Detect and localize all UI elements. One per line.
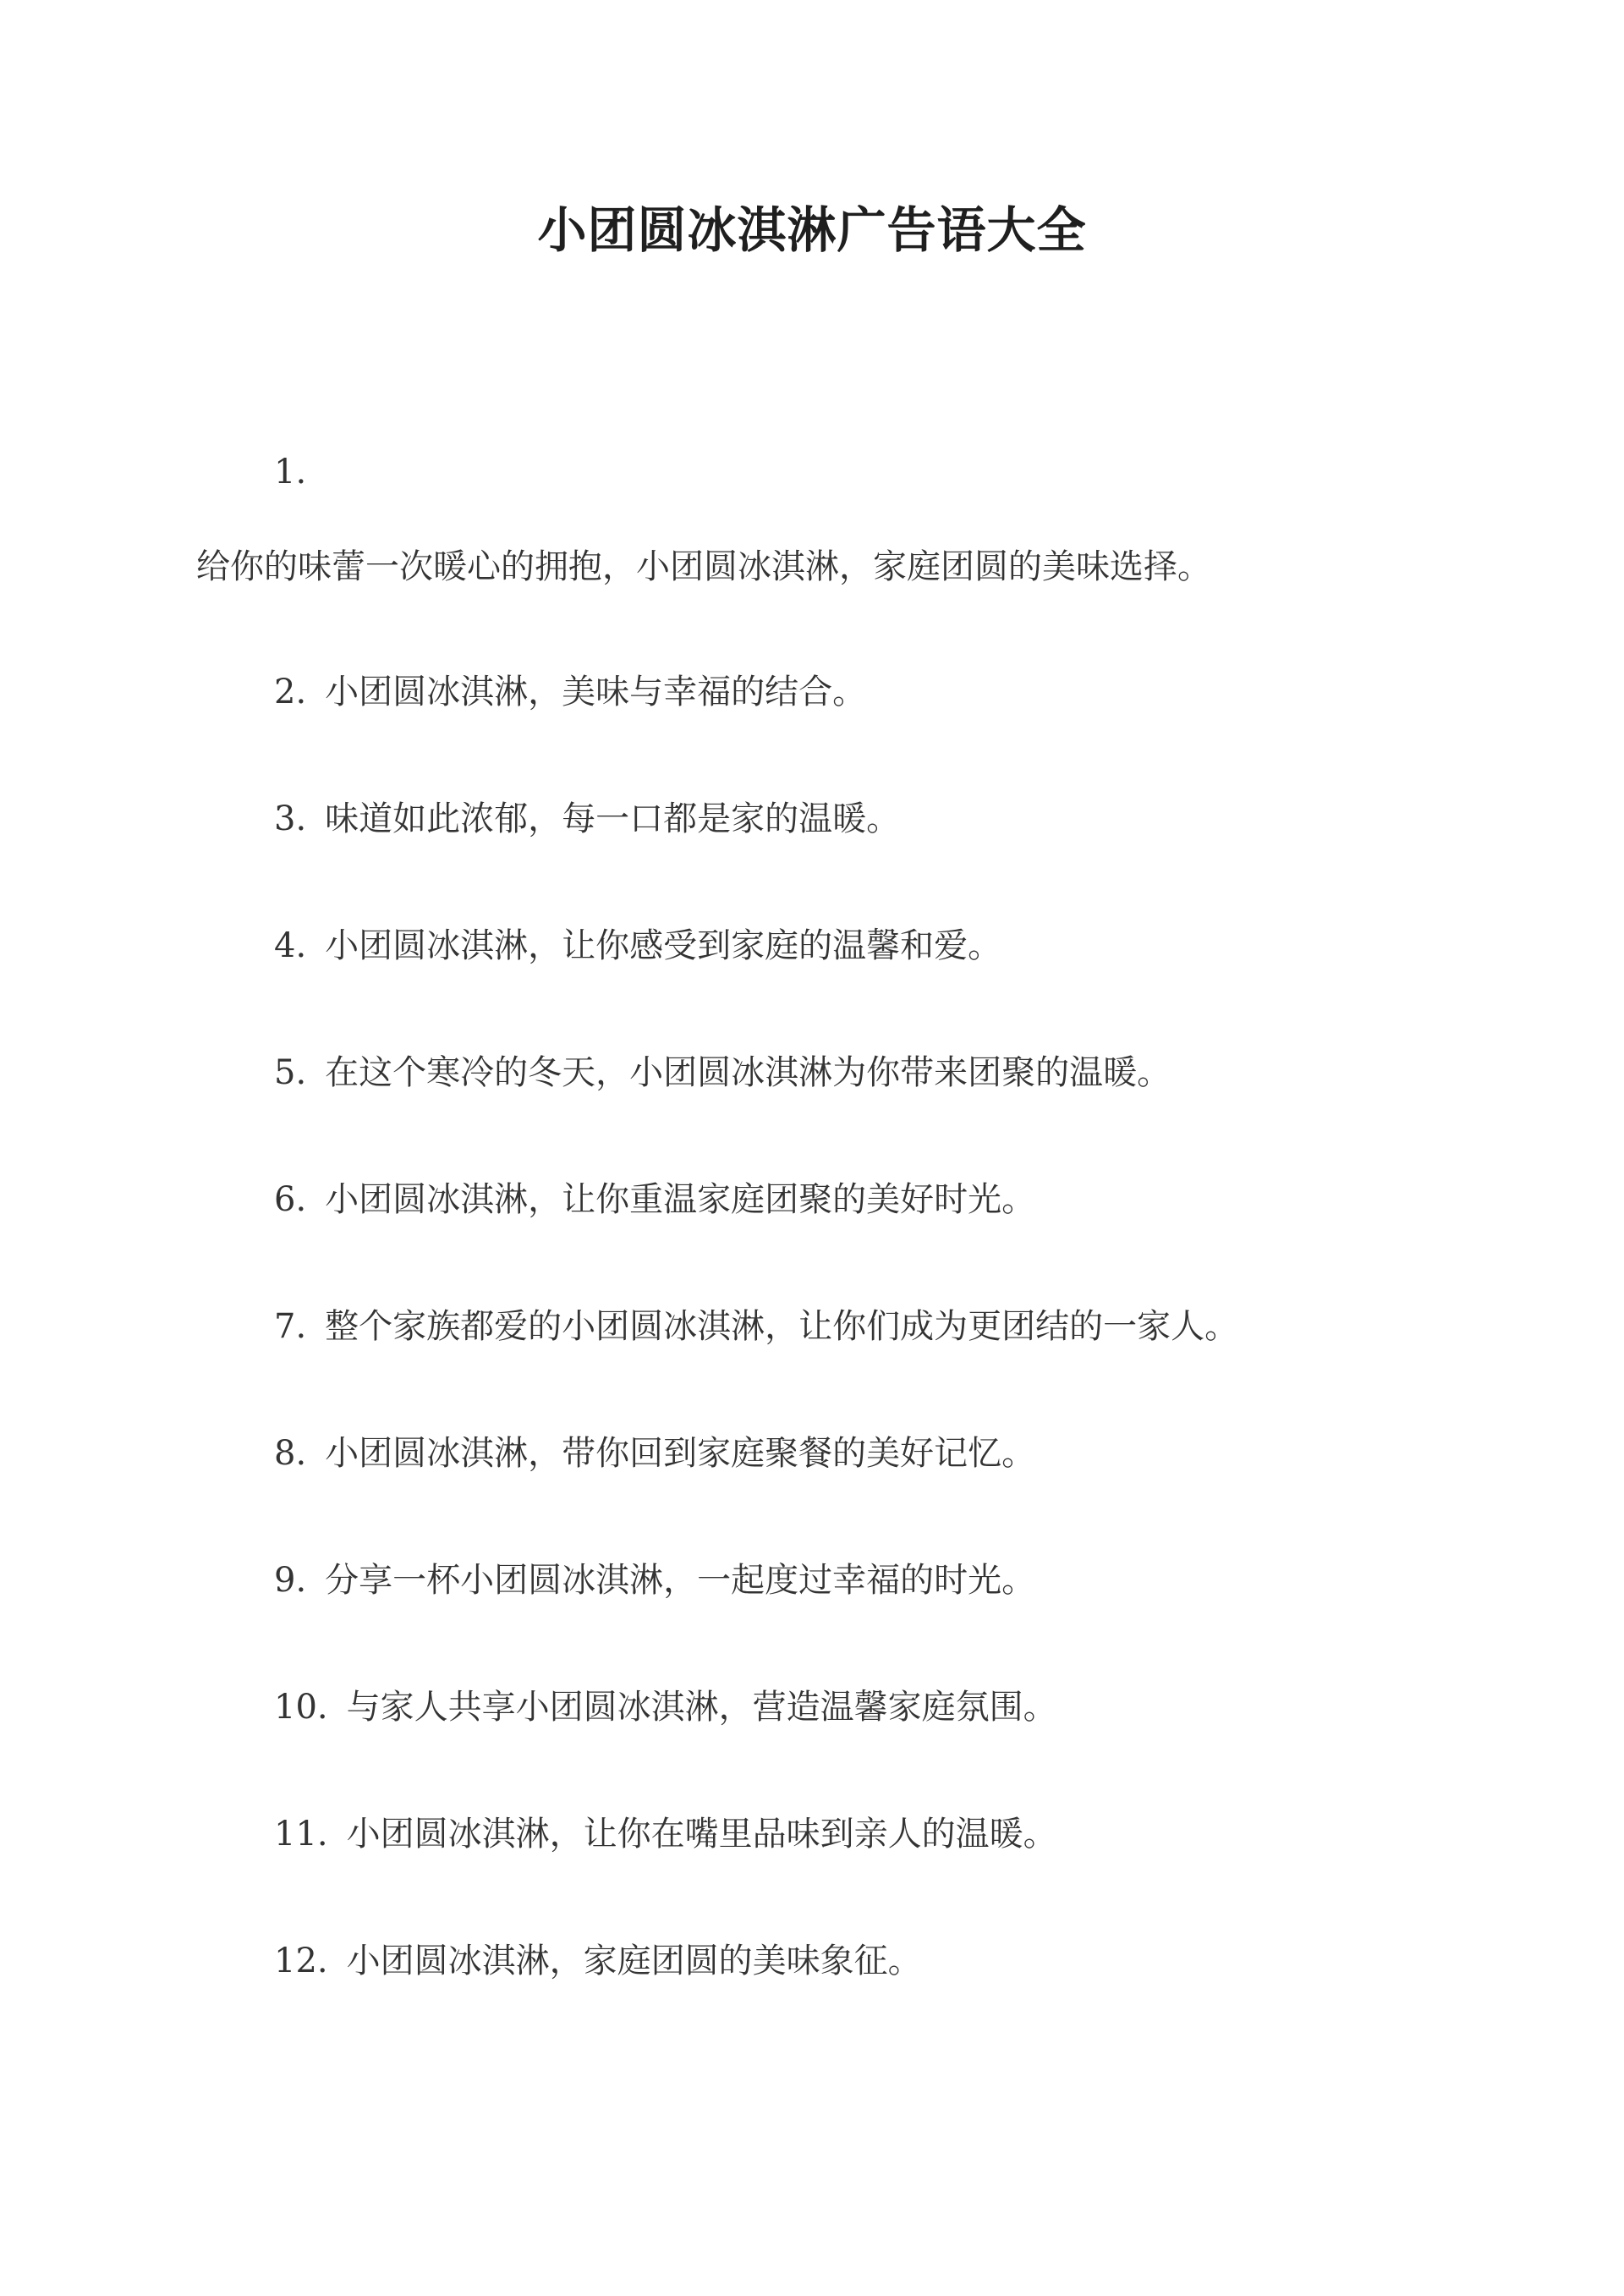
list-item-text: 小团圆冰淇淋，家庭团圆的美味象征。 [346,1942,922,1980]
list-item [274,920,1001,971]
list-item-text: 味道如此浓郁，每一口都是家的温暖。 [325,799,901,838]
list-item-text: 整个家族都爱的小团圆冰淇淋，让你们成为更团结的一家人。 [325,1307,1239,1346]
list-item-text: 小团圆冰淇淋，美味与幸福的结合。 [325,673,867,711]
list-item [274,1047,1171,1098]
list-item [274,1428,1035,1479]
list-item [274,794,900,844]
list-item [274,1936,922,1986]
list-item-text: 与家人共享小团圆冰淇淋，营造温馨家庭氛围。 [346,1688,1057,1727]
list-item-number: 10. [274,1688,328,1727]
list-item-text: 给你的味蕾一次暖心的拥抱，小团圆冰淇淋，家庭团圆的美味选择。 [196,547,1211,586]
list-item-number: 8. [274,1434,307,1473]
list-item [274,1809,1057,1859]
list-item [274,1555,1035,1606]
list-item-text: 分享一杯小团圆冰淇淋，一起度过幸福的时光。 [325,1561,1036,1600]
document-title: 小团圆冰淇淋广告语大全 [537,201,1087,259]
list-item-number: 2. [274,673,307,711]
list-item [274,1301,1238,1352]
list-item-number: 7. [274,1307,307,1346]
list-item [274,1174,1035,1225]
list-item-number: 12. [274,1942,328,1980]
list-item-number: 4. [274,926,307,965]
list-item-number: 6. [274,1180,307,1219]
list-item [274,1682,1057,1733]
list-item-text: 小团圆冰淇淋，让你重温家庭团聚的美好时光。 [325,1180,1036,1219]
list-item-number: 5. [274,1053,307,1092]
list-item-number: 9. [274,1561,307,1600]
list-item-number: 1. [274,453,307,492]
list-item-number: 11. [274,1815,328,1854]
list-item [274,667,866,717]
list-item-text: 在这个寒冷的冬天，小团圆冰淇淋为你带来团聚的温暖。 [325,1053,1171,1092]
list-item-number: 3. [274,799,307,838]
list-item-text: 小团圆冰淇淋，带你回到家庭聚餐的美好记忆。 [325,1434,1036,1473]
list-item-text: 小团圆冰淇淋，让你感受到家庭的温馨和爱。 [325,926,1002,965]
list-item-text: 小团圆冰淇淋，让你在嘴里品味到亲人的温暖。 [346,1815,1057,1854]
